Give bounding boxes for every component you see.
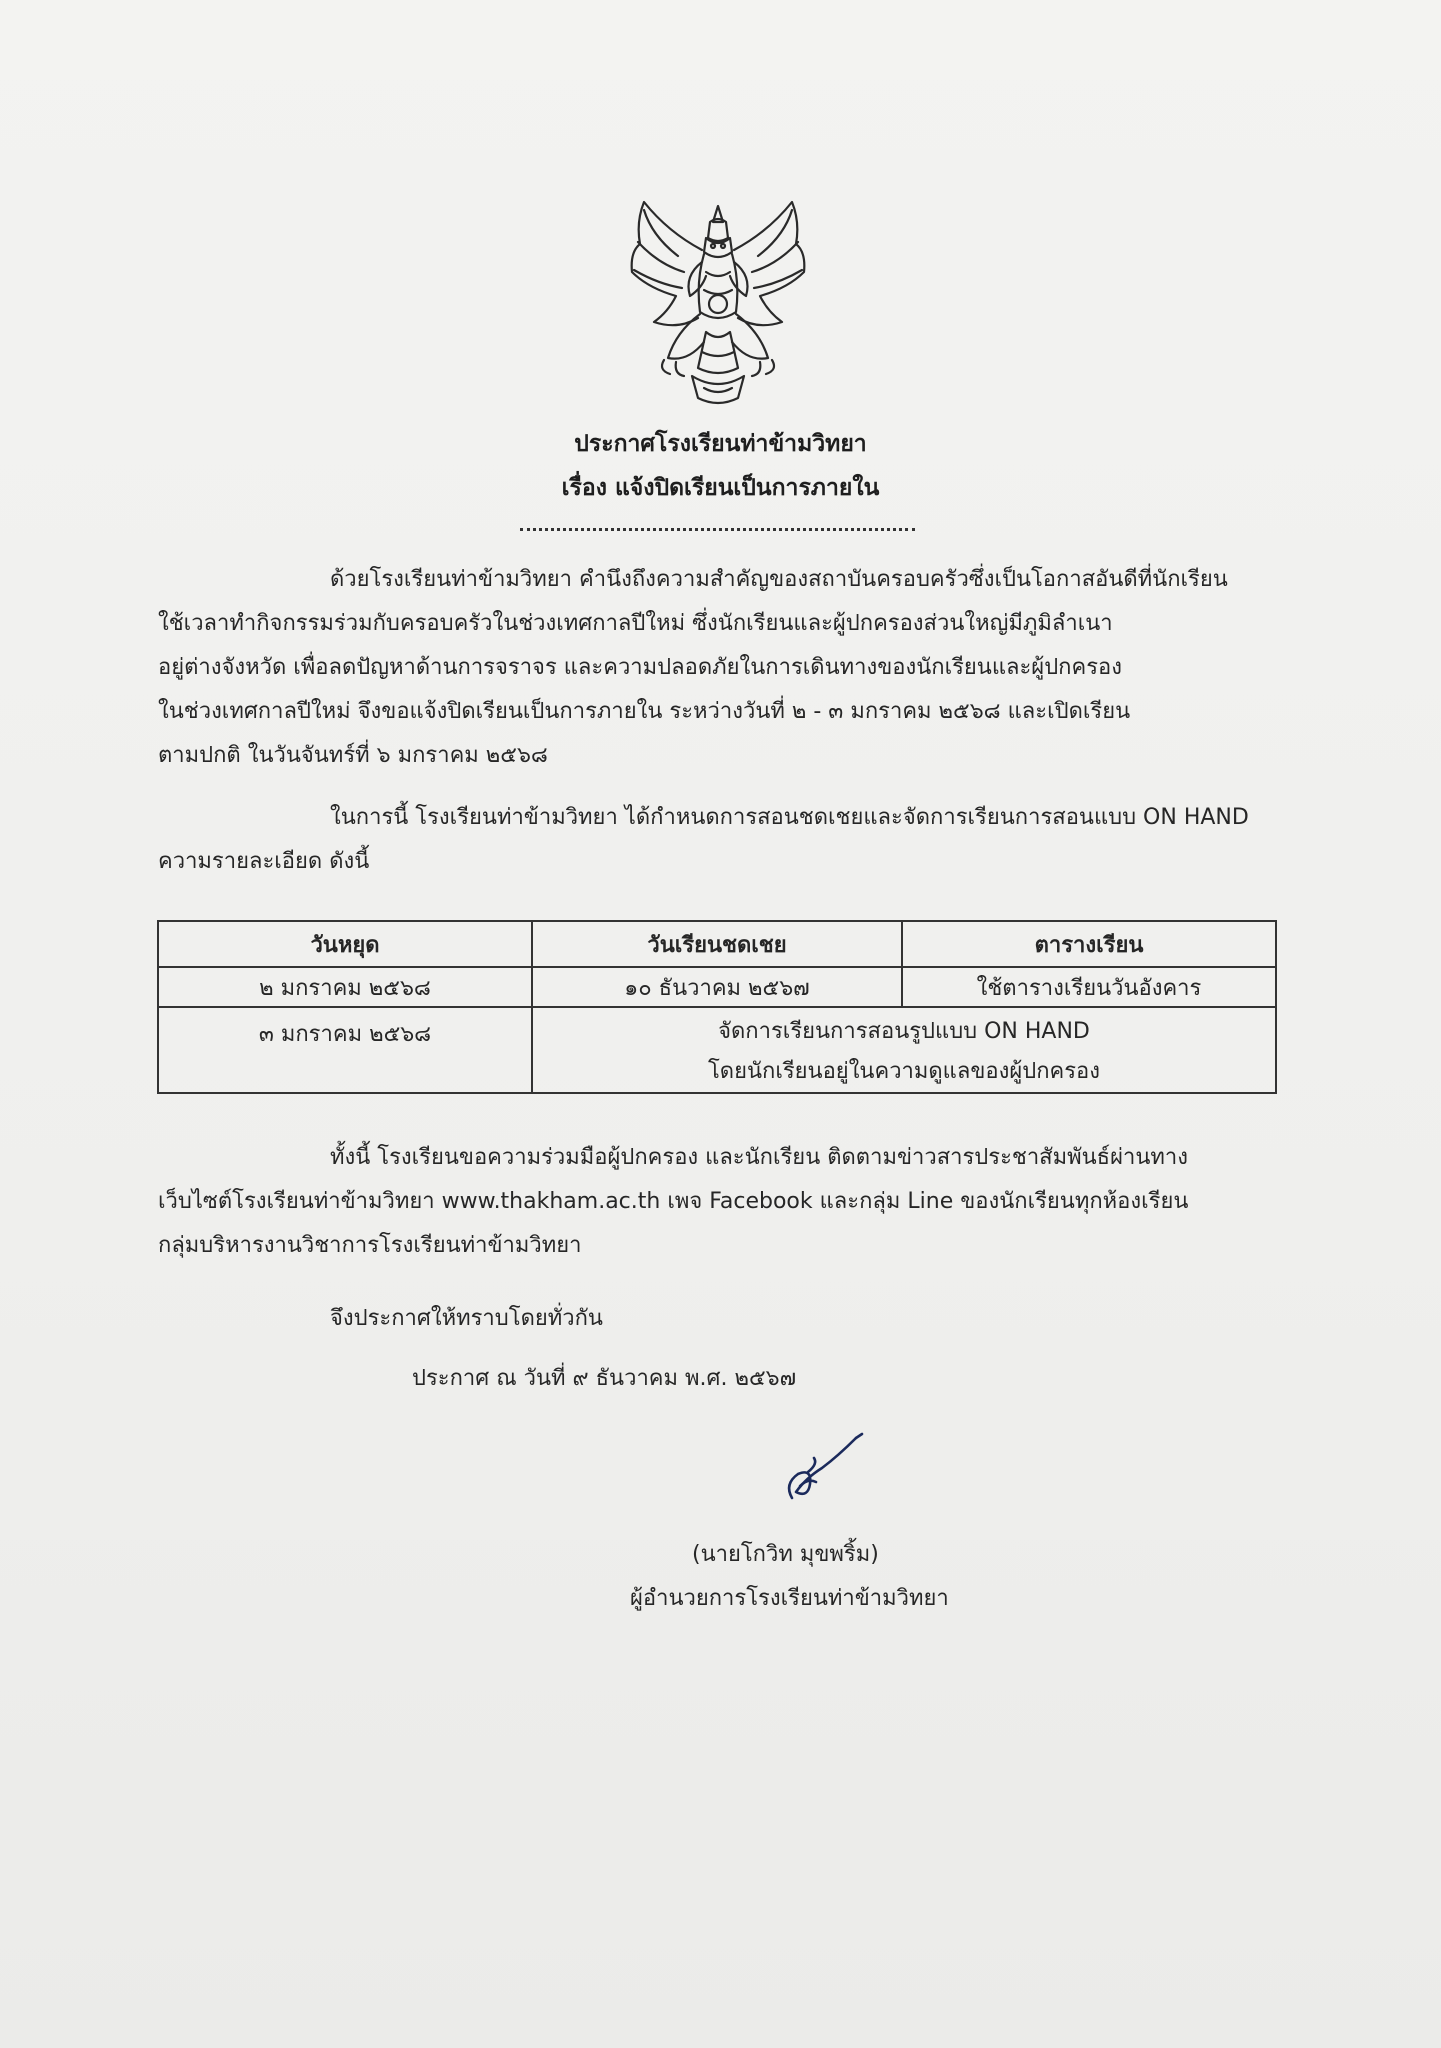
paragraph-line: ตามปกติ ในวันจันทร์ที่ ๖ มกราคม ๒๕๖๘ (158, 743, 548, 768)
paragraph-line: ด้วยโรงเรียนท่าข้ามวิทยา คำนึงถึงความสำคัญของสถาบันครอบครัวซึ่งเป็นโอกาสอันดีที่นักเรียน (330, 567, 1228, 592)
body-paragraph-1 (158, 558, 1278, 778)
paragraph-line: ความรายละเอียด ดังนี้ (158, 849, 370, 874)
paragraph-line: ในการนี้ โรงเรียนท่าข้ามวิทยา ได้กำหนดการสอนชดเชยและจัดการเรียนการสอนแบบ ON HAND (330, 805, 1249, 830)
table-cell: ๓ มกราคม ๒๕๖๘ (158, 1007, 532, 1093)
column-header: วันเรียนชดเชย (532, 921, 902, 967)
table-cell-merged (532, 1007, 1276, 1093)
signatory-position: ผู้อำนวยการโรงเรียนท่าข้ามวิทยา (630, 1586, 949, 1611)
paragraph-line: กลุ่มบริหารงานวิชาการโรงเรียนท่าข้ามวิทยา (158, 1233, 582, 1258)
dotted-divider (520, 528, 915, 531)
table-row (158, 1007, 1276, 1093)
announcement-title: ประกาศโรงเรียนท่าข้ามวิทยา (574, 431, 867, 457)
cell-line: จัดการเรียนการสอนรูปแบบ ON HAND (718, 1019, 1090, 1044)
table-row (158, 967, 1276, 1007)
signatory-name: (นายโกวิท มุขพริ้ม) (692, 1542, 879, 1567)
announcement-subject: เรื่อง แจ้งปิดเรียนเป็นการภายใน (561, 475, 880, 501)
column-header: วันหยุด (158, 921, 532, 967)
announcement-date: ประกาศ ณ วันที่ ๙ ธันวาคม พ.ศ. ๒๕๖๗ (412, 1366, 797, 1391)
table-cell: ใช้ตารางเรียนวันอังคาร (902, 967, 1276, 1007)
column-header: ตารางเรียน (902, 921, 1276, 967)
paragraph-line: ใช้เวลาทำกิจกรรมร่วมกับครอบครัวในช่วงเทศกาลปีใหม่ ซึ่งนักเรียนและผู้ปกครองส่วนใหญ่มีภูมิลำเนา (158, 611, 1113, 636)
paragraph-line: อยู่ต่างจังหวัด เพื่อลดปัญหาด้านการจราจร และความปลอดภัยในการเดินทางของนักเรียนและผู้ปกครอง (158, 655, 1122, 680)
table-cell: ๒ มกราคม ๒๕๖๘ (158, 967, 532, 1007)
table-header-row (158, 921, 1276, 967)
schedule-table (157, 920, 1277, 1094)
paragraph-line: ในช่วงเทศกาลปีใหม่ จึงขอแจ้งปิดเรียนเป็นการภายใน ระหว่างวันที่ ๒ - ๓ มกราคม ๒๕๖๘ และเปิดเรียน (158, 699, 1131, 724)
signature (778, 1428, 878, 1508)
garuda-emblem (618, 192, 818, 414)
closing-announcement: จึงประกาศให้ทราบโดยทั่วกัน (330, 1306, 603, 1331)
paragraph-line: เว็บไซต์โรงเรียนท่าข้ามวิทยา www.thakham.ac.th เพจ Facebook และกลุ่ม Line ของนักเรียนทุกห้องเรียน (158, 1189, 1189, 1214)
body-paragraph-2 (158, 796, 1278, 884)
table-cell: ๑๐ ธันวาคม ๒๕๖๗ (532, 967, 902, 1007)
body-paragraph-3 (158, 1136, 1278, 1268)
cell-line: โดยนักเรียนอยู่ในความดูแลของผู้ปกครอง (707, 1059, 1101, 1084)
paragraph-line: ทั้งนี้ โรงเรียนขอความร่วมมือผู้ปกครอง และนักเรียน ติดตามข่าวสารประชาสัมพันธ์ผ่านทาง (330, 1145, 1188, 1170)
